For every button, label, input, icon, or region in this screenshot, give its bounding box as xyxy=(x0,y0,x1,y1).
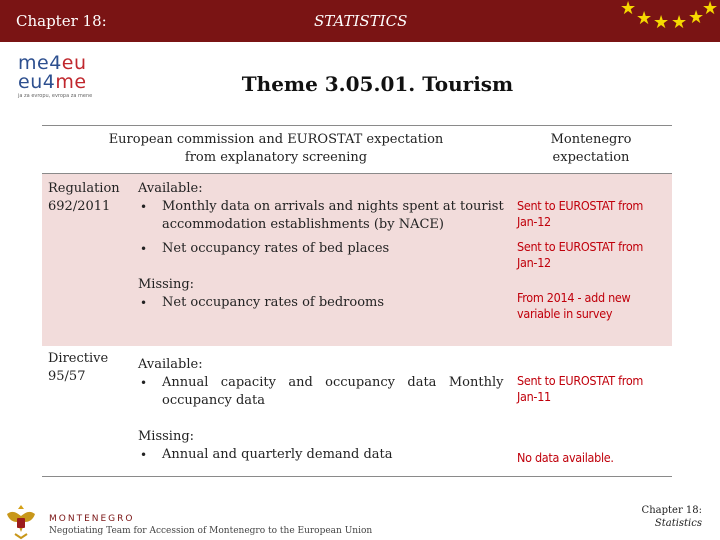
list-item: Net occupancy rates of bedrooms xyxy=(162,295,385,310)
montenegro-coat-of-arms-icon xyxy=(4,502,38,540)
table-top-rule xyxy=(42,125,672,126)
footer-country: MONTENEGRO xyxy=(49,514,135,524)
section-label: Regulation 692/2011 xyxy=(48,181,120,214)
eu-star-icon: ★ xyxy=(653,12,670,33)
status-text: Sent to EUROSTAT from Jan-12 xyxy=(517,239,644,270)
table-bottom-rule xyxy=(42,476,672,477)
column-header-left: European commission and EUROSTAT expectation from explanatory screening xyxy=(108,132,444,165)
list-item: Annual capacity and occupancy data Monthly occupancy data xyxy=(162,375,504,408)
column-header-right: Montenegro expectation xyxy=(550,132,632,165)
list-item: Net occupancy rates of bed places xyxy=(162,241,390,256)
missing-label: Missing: xyxy=(138,277,195,292)
header-subject: STATISTICS xyxy=(314,12,408,30)
available-label: Available: xyxy=(138,357,203,372)
eu-star-icon: ★ xyxy=(671,12,688,33)
missing-label: Missing: xyxy=(138,429,195,444)
header-chapter: Chapter 18: xyxy=(16,12,107,30)
eu-star-icon: ★ xyxy=(688,7,705,28)
status-text: From 2014 - add new variable in survey xyxy=(517,290,631,321)
page-title: Theme 3.05.01. Tourism xyxy=(241,72,514,96)
me4eu-logo: me4eu eu4me ja za evropu, evropa za mene xyxy=(18,52,93,99)
status-text: Sent to EUROSTAT from Jan-11 xyxy=(517,373,644,404)
available-label: Available: xyxy=(138,181,203,196)
footer-chapter: Chapter 18: Statistics xyxy=(641,505,702,529)
eu-star-icon: ★ xyxy=(636,8,653,29)
status-text: No data available. xyxy=(517,450,614,465)
status-text: Sent to EUROSTAT from Jan-12 xyxy=(517,198,644,229)
section-label: Directive 95/57 xyxy=(48,351,109,384)
bullet-icon: • xyxy=(140,242,148,256)
bullet-icon: • xyxy=(140,296,148,310)
eu-star-icon: ★ xyxy=(702,0,719,19)
bullet-icon: • xyxy=(140,448,148,462)
bullet-icon: • xyxy=(140,200,148,214)
bullet-icon: • xyxy=(140,376,148,390)
header-band xyxy=(0,0,720,42)
eu-star-icon: ★ xyxy=(620,0,637,19)
list-item: Annual and quarterly demand data xyxy=(162,447,393,462)
footer-team: Negotiating Team for Accession of Montenegro to the European Union xyxy=(49,526,373,536)
list-item: Monthly data on arrivals and nights spent at tourist accommodation establishments (by NACE) xyxy=(162,199,504,232)
